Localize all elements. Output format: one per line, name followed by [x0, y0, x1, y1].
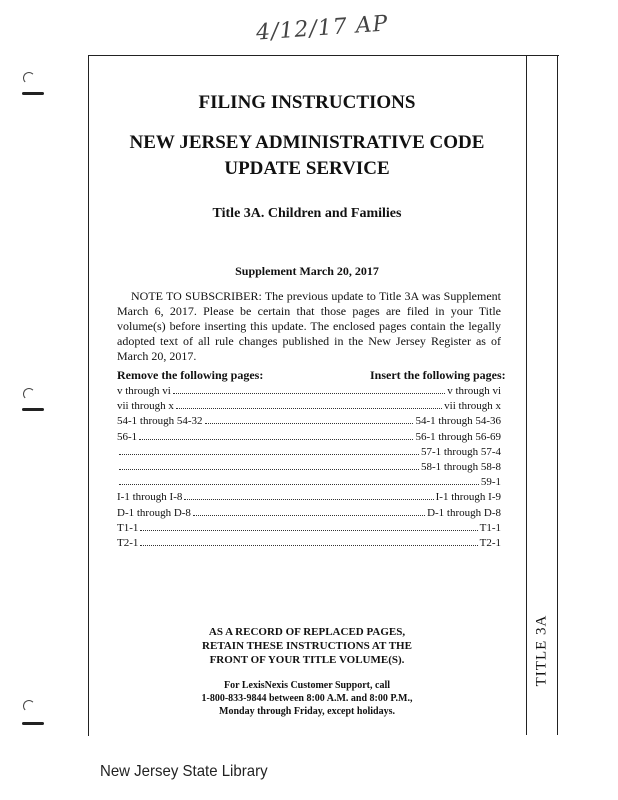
- binder-hole-mark: [22, 722, 44, 725]
- insert-pages: I-1 through I-9: [435, 491, 501, 504]
- page-list-row: [117, 488, 501, 503]
- leader-dots: [139, 438, 413, 440]
- leader-dots: [140, 529, 477, 531]
- customer-support-info: [88, 679, 526, 718]
- remove-pages: 56-1: [117, 430, 138, 443]
- leader-dots: [193, 514, 425, 516]
- leader-dots: [176, 407, 442, 409]
- support-line-3: Monday through Friday, except holidays.: [219, 706, 395, 717]
- remove-pages: v through vi: [117, 385, 171, 397]
- page-list-row: [117, 382, 501, 397]
- page-list-row: [117, 428, 501, 443]
- insert-pages: 59-1: [480, 476, 501, 489]
- insert-pages: vii through x: [444, 400, 501, 413]
- insert-pages: v through vi: [447, 385, 501, 397]
- insert-column-header: Insert the following pages:: [370, 368, 506, 382]
- title-tab: [526, 603, 557, 698]
- remove-pages: T1-1: [117, 521, 139, 534]
- page-list-row: [117, 504, 501, 519]
- remove-pages: D-1 through D-8: [117, 506, 191, 519]
- insert-pages: 56-1 through 56-69: [415, 430, 501, 443]
- page-list-row: [117, 412, 501, 427]
- remove-pages: 54-1 through 54-32: [117, 415, 203, 428]
- binder-hole-mark: [23, 700, 35, 712]
- insert-pages: 57-1 through 57-4: [420, 445, 501, 458]
- binder-hole-mark: [22, 408, 44, 411]
- code-heading-line-1: NEW JERSEY ADMINISTRATIVE CODE: [129, 132, 485, 153]
- insert-pages: 54-1 through 54-36: [415, 415, 501, 428]
- library-stamp: New Jersey State Library: [100, 762, 268, 781]
- record-instruction: [88, 625, 526, 667]
- remove-column-header: Remove the following pages:: [117, 368, 264, 382]
- binder-hole-mark: [23, 388, 35, 400]
- insert-pages: T2-1: [479, 537, 501, 549]
- record-line-2: RETAIN THESE INSTRUCTIONS AT THE: [202, 640, 412, 652]
- title-subtitle: Title 3A. Children and Families: [212, 206, 402, 221]
- page-list-row: [117, 473, 501, 488]
- code-heading-line-2: UPDATE SERVICE: [224, 158, 390, 179]
- remove-pages: T2-1: [117, 537, 139, 549]
- title-tab-label: TITLE 3A: [533, 614, 550, 687]
- page-list-row: [117, 519, 501, 534]
- code-heading: [88, 130, 526, 182]
- leader-dots: [173, 392, 445, 394]
- leader-dots: [205, 422, 414, 424]
- remove-pages: I-1 through I-8: [117, 491, 183, 504]
- binder-hole-mark: [22, 92, 44, 95]
- supplement-date: Supplement March 20, 2017: [235, 264, 379, 278]
- remove-pages: vii through x: [117, 400, 174, 413]
- insert-pages: 58-1 through 58-8: [420, 461, 501, 473]
- leader-dots: [140, 544, 477, 546]
- insert-pages: D-1 through D-8: [427, 506, 501, 519]
- page-list-row: [117, 397, 501, 412]
- page-edge-line: [557, 55, 558, 735]
- leader-dots: [184, 498, 433, 500]
- page-list-row: [117, 534, 501, 549]
- leader-dots: [119, 453, 419, 455]
- binder-hole-mark: [23, 72, 35, 84]
- document-title: FILING INSTRUCTIONS: [198, 92, 416, 113]
- page-list-row: [117, 443, 501, 458]
- record-line-3: FRONT OF YOUR TITLE VOLUME(S).: [209, 654, 405, 666]
- insert-pages: T1-1: [479, 521, 501, 534]
- page-list-row: [117, 458, 501, 473]
- record-line-1: AS A RECORD OF REPLACED PAGES,: [208, 626, 406, 638]
- note-to-subscriber: NOTE TO SUBSCRIBER: The previous update to Title 3A was Supplement March 6, 2017. Please be certain that those pages are filed in your Title volume(s) before inserting this update. The enclosed pages contain the legally adopted text of all rule changes published in the New Jersey Register as of March 20, 2017.: [117, 289, 501, 363]
- support-line-1: For LexisNexis Customer Support, call: [223, 680, 390, 691]
- handwritten-date-annotation: 4/12/17 AP: [255, 11, 390, 46]
- support-line-2: 1-800-833-9844 between 8:00 A.M. and 8:00 P.M.,: [201, 693, 413, 704]
- leader-dots: [119, 468, 419, 470]
- leader-dots: [119, 483, 479, 485]
